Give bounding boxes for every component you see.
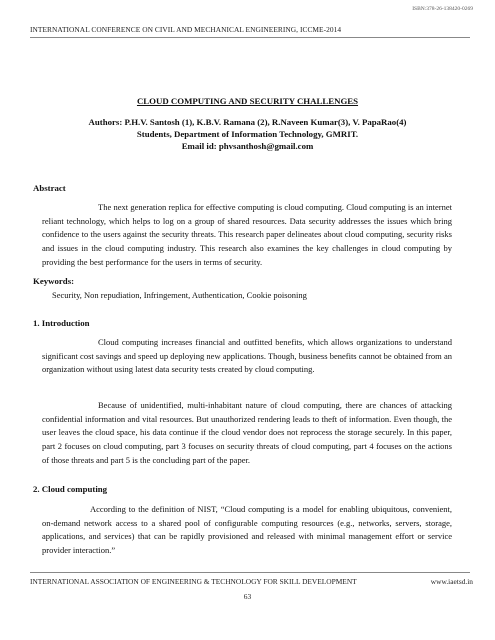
isbn-text: ISBN:378-26-138420-0269 [412,6,473,12]
paper-authors: Authors: P.H.V. Santosh (1), K.B.V. Ramana (2), R.Naveen Kumar(3), V. PapaRao(4) [88,117,407,127]
abstract-heading: Abstract [33,183,66,193]
introduction-paragraph-1 [42,336,452,377]
footer-website-link[interactable]: www.iaetsd.in [430,577,473,586]
introduction-text-1: Cloud computing increases financial and outfitted benefits, which allows organizations to understand significant cost savings and speed up deploying new applications. Though, business benefits cannot be obtained from an organization without using latest data security tests created by cloud computing. [42,337,452,375]
header-divider [30,37,470,38]
paper-title: CLOUD COMPUTING AND SECURITY CHALLENGES [136,96,359,106]
introduction-heading: 1. Introduction [33,318,90,328]
introduction-paragraph-2 [42,399,452,468]
footer-divider [30,572,470,573]
conference-header: INTERNATIONAL CONFERENCE ON CIVIL AND MECHANICAL ENGINEERING, ICCME-2014 [30,25,342,34]
abstract-text: The next generation replica for effective computing is cloud computing. Cloud computing is an internet reliant technology, which helps to log on a group of shared resources. Data security addresses the issues which bring confidence to the users against the security threats. This research paper delineates about cloud computing, security risks and issues in the cloud computing industry. This research also examines the key challenges in cloud computing by providing the best performance for the users in terms of security. [42,202,452,267]
paper-email: Email id: phvsanthosh@gmail.com [181,141,314,151]
cloud-computing-text: According to the definition of NIST, “Cloud computing is a model for enabling ubiquitous, convenient, on-demand network access to a shared pool of configurable computing resources (e.g., networks, servers, storage, applications, and services) that can be rapidly provisioned and released with minimal management effort or service provider interaction.” [42,504,452,556]
page-number: 63 [243,592,252,601]
keywords-list: Security, Non repudiation, Infringement, Authentication, Cookie poisoning [52,290,307,300]
introduction-text-2: Because of unidentified, multi-inhabitant nature of cloud computing, there are chances of attacking confidential information and vital resources. But unauthorized rendering leads to theft of information. Even though, the user leaves the cloud space, his data continue if the cloud vendor does not reprocess the storage securely. In this paper, part 2 focuses on cloud computing, part 3 focuses on security threats of cloud computing, part 4 focuses on the actions of those threats and part 5 is the concluding part of the paper. [42,400,452,465]
abstract-paragraph [42,201,452,270]
cloud-computing-paragraph [42,503,452,558]
paper-department: Students, Department of Information Technology, GMRIT. [136,129,359,139]
cloud-computing-heading: 2. Cloud computing [33,484,108,494]
footer-association: INTERNATIONAL ASSOCIATION OF ENGINEERING & TECHNOLOGY FOR SKILL DEVELOPMENT [30,577,357,586]
keywords-heading: Keywords: [33,276,75,286]
